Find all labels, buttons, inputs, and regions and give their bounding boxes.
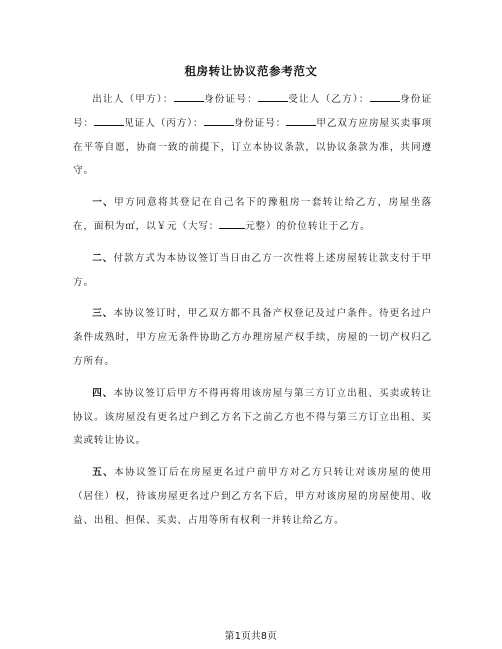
blank-line xyxy=(286,116,316,126)
text-witness: 见证人（丙方）： xyxy=(124,117,204,129)
blank-line xyxy=(258,92,288,102)
clause-number: 三、 xyxy=(92,308,114,320)
document-title: 租房转让协议范参考范文 xyxy=(184,64,318,78)
paragraph-clause-4 xyxy=(73,382,432,453)
clause-number: 一、 xyxy=(92,197,115,209)
clause-number: 五、 xyxy=(92,467,115,479)
clause-text: 甲方同意将其登记在自己名下的豫租房一套转让给乙方，房屋坐落在，面积为㎡，以￥元（大写： xyxy=(73,197,433,232)
clause-text: 本协议签订后在房屋更名过户前甲方对乙方只转让对该房屋的使用（居住）权，待该房屋更名过户到乙方名下后，甲方对该房屋的房屋使用、收益、出租、担保、买卖、占用等所有权利一并转让给乙方。 xyxy=(73,467,433,526)
paragraph-clause-5 xyxy=(73,461,432,532)
text-id-c: 身份证号： xyxy=(233,117,287,129)
clause-text-tail: 元整）的价位转让于乙方。 xyxy=(245,220,371,232)
text-preamble: 甲乙双方应房屋买卖事项在平等自愿，协商一致的前提下，订立本协议条款，以协议条款为准，共同遵守。 xyxy=(73,117,433,177)
text-party-a: 出让人（甲方）： xyxy=(92,94,174,105)
blank-line xyxy=(94,116,124,126)
blank-line xyxy=(174,92,204,102)
paragraph-clause-3 xyxy=(73,302,432,373)
text-id-a: 身份证号： xyxy=(203,94,258,105)
clause-text: 本协议签订后甲方不得再将用该房屋与第三方订立出租、买卖或转让协议。该房屋没有更名过户到乙方名下之前乙方也不得与第三方订立出租、买卖或转让协议。 xyxy=(73,387,432,447)
paragraph-clause-1 xyxy=(73,191,432,239)
blank-line xyxy=(204,116,234,126)
clause-number: 二、 xyxy=(92,252,114,264)
paragraph-parties xyxy=(73,88,432,183)
clause-number: 四、 xyxy=(92,387,114,399)
blank-line xyxy=(370,92,400,102)
paragraph-clause-2 xyxy=(73,247,432,295)
clause-text: 本协议签订时，甲乙双方都不具备产权登记及过户条件。待更名过户条件成熟时，甲方应无条件协助乙方办理房屋产权手续，房屋的一切产权归乙方所有。 xyxy=(73,308,432,367)
page-number: 第1页共8页 xyxy=(224,631,278,642)
blank-line xyxy=(219,219,245,229)
text-party-b: 受让人（乙方）： xyxy=(287,94,370,105)
text-id-b: 身份证号： xyxy=(73,94,433,129)
clause-text: 付款方式为本协议签订当日由乙方一次性将上述房屋转让款支付于甲方。 xyxy=(73,252,432,288)
document-body xyxy=(73,88,432,533)
